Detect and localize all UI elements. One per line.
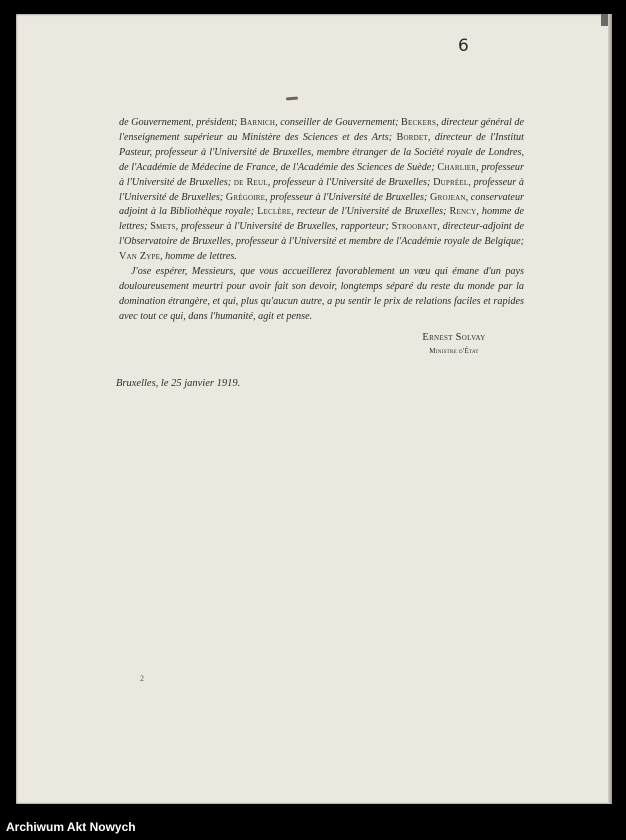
text-run: , professeur à l'Université de Bruxelles; xyxy=(119,176,524,203)
text-run: , homme de lettres; xyxy=(119,206,524,233)
text-run: , professeur à l'Université de Bruxelles; xyxy=(119,161,524,188)
text-run: , conservateur adjoint à la Bibliothèque royale; xyxy=(119,191,524,218)
person-name: Van Zype xyxy=(119,251,161,263)
person-name: Smets xyxy=(150,221,176,233)
text-run: , homme de lettres. xyxy=(160,251,237,263)
person-name: Rency xyxy=(449,206,477,218)
signatory-title: Ministre d'État xyxy=(429,347,479,355)
signatory-name: Ernest Solvay xyxy=(422,332,486,343)
paragraph xyxy=(119,116,524,265)
person-name: Grégoire xyxy=(225,191,266,203)
person-name: Grojean xyxy=(430,191,466,203)
archive-watermark: Archiwum Akt Nowych xyxy=(6,820,136,834)
letter-body xyxy=(119,116,524,325)
text-run: J'ose espérer, Messieurs, que vous accueillerez favorablement un vœu qui émane d'un pays douloureusement meurtri pour avoir fait son devoir, longtemps séparé du reste du monde par la domination étrangère, et qui, plus qu'aucun autre, a pu sentir le prix de relations faciles et rapides avec tout ce qui, dans l'humanité, agit et pense. xyxy=(119,266,524,322)
document-page xyxy=(16,14,612,804)
paragraph xyxy=(119,265,524,325)
text-run: , conseiller de Gouvernement; xyxy=(275,117,402,128)
person-name: Bordet xyxy=(396,131,428,143)
date-line: Bruxelles, le 25 janvier 1919. xyxy=(116,378,241,389)
ink-mark xyxy=(286,96,298,100)
person-name: Stroobant xyxy=(391,221,438,233)
text-run: , professeur à l'Université de Bruxelles; xyxy=(267,176,434,188)
text-run: de Gouvernement, président; xyxy=(119,117,241,128)
person-name: Barnich xyxy=(240,117,276,128)
text-run: , directeur général de l'enseignement supérieur au Ministère des Sciences et des Arts; xyxy=(119,117,524,143)
text-run: , professeur à l'Université de Bruxelles, rapporteur; xyxy=(175,221,392,233)
person-name: Beckers xyxy=(401,117,437,128)
text-run: , professeur à l'Université de Bruxelles; xyxy=(265,191,431,203)
page-number: 6 xyxy=(458,36,469,56)
person-name: Leclère xyxy=(257,206,292,218)
signature-block xyxy=(394,332,514,355)
text-run: , directeur-adjoint de l'Observatoire de Bruxelles, professeur à l'Université et membre de l'Académie royale de Belgique; xyxy=(119,221,525,248)
text-run: , recteur de l'Université de Bruxelles; xyxy=(291,206,450,218)
person-name: Dupréel xyxy=(433,176,469,188)
page-corner-mark xyxy=(601,14,611,26)
person-name: Charlier xyxy=(437,161,477,173)
footer-mark: 2 xyxy=(140,674,144,683)
person-name: de Reul xyxy=(233,176,268,188)
text-run: , directeur de l'Institut Pasteur, professeur à l'Université de Bruxelles, membre étranger de la Société royale de Londres, de l'Académie de Médecine de France, de l'Académie des Sciences de Suède; xyxy=(119,131,524,173)
